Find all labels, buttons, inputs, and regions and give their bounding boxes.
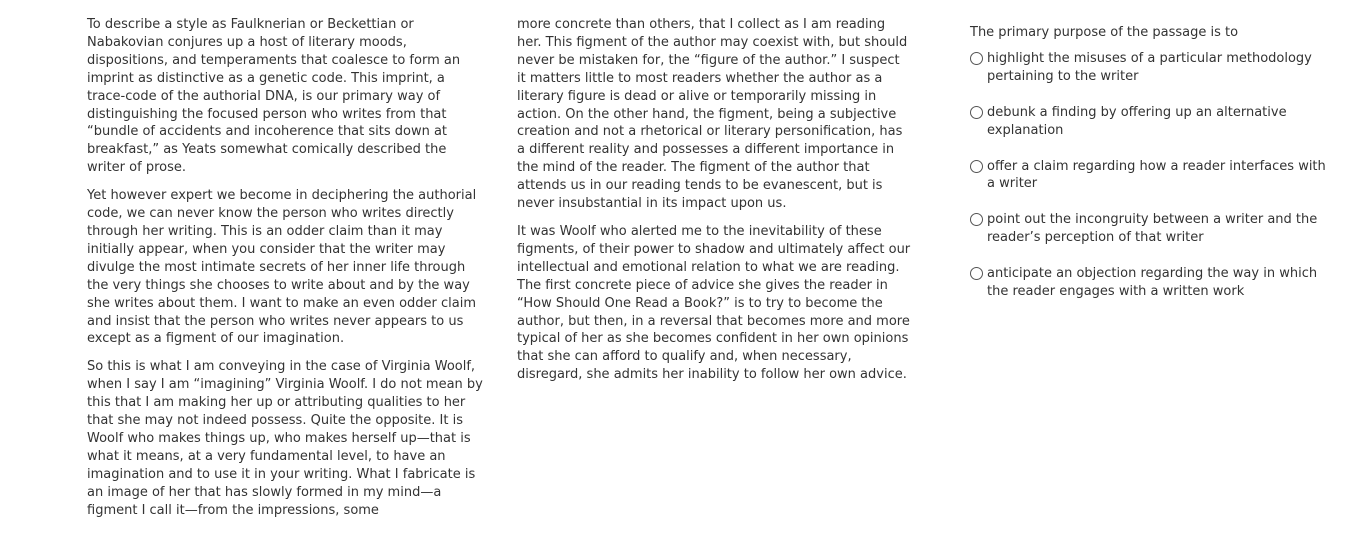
passage-paragraph: So this is what I am conveying in the case of Virginia Woolf, when I say I am “imagining” Virginia Woolf. I do not mean by this that I am making her up or attributing qualities to her that she may not indeed possess. Quite the opposite. It is Woolf who makes things up, who makes herself up—that is what it means, at a very fundamental level, to have an imagination and to use it in your writing. What I fabricate is an image of her that has slowly formed in my mind—a figment I call it—from the impressions, some [87, 359, 483, 518]
answer-choice-label: offer a claim regarding how a reader interfaces with a writer [987, 158, 1326, 192]
passage-paragraph: Yet however expert we become in deciphering the authorial code, we can never know the person who writes directly through her writing. This is an odder claim than it may initially appear, when you consider that the writer may divulge the most intimate secrets of her inner life through the very things she chooses to write about and by the way she writes about them. I want to make an even odder claim and insist that the person who writes never appears to us except as a figment of our imagination. [87, 188, 477, 347]
answer-choice-d[interactable] [970, 211, 1330, 247]
passage-paragraph: To describe a style as Faulknerian or Beckettian or Nabakovian conjures up a host of literary moods, dispositions, and temperaments that coalesce to form an imprint as distinctive as a genetic code. This imprint, a trace-code of the authorial DNA, is our primary way of distinguishing the focused person who writes from that “bundle of accidents and incoherence that sits down at breakfast,” as Yeats somewhat comically described the writer of prose. [87, 17, 461, 176]
radio-button-icon[interactable] [970, 106, 983, 119]
passage-paragraph: It was Woolf who alerted me to the inevitability of these figments, of their power to shadow and ultimately affect our intellectual and emotional relation to what we are reading. The first concrete piece of advice she gives the reader in “How Should One Read a Book?” is to try to become the author, but then, in a reversal that becomes more and more typical of her as she becomes confident in her own opinions that she can afford to qualify and, when necessary, disregard, she admits her inability to follow her own advice. [517, 223, 911, 383]
answer-choice-a[interactable] [970, 50, 1330, 86]
passage-column-2 [517, 16, 912, 394]
answer-choice-label: anticipate an objection regarding the way in which the reader engages with a written work [987, 266, 1318, 300]
question-panel [970, 24, 1330, 319]
answer-choice-label: point out the incongruity between a writer and the reader’s perception of that writer [987, 212, 1318, 246]
question-stem: The primary purpose of the passage is to [970, 25, 1239, 40]
passage-paragraph: more concrete than others, that I collect as I am reading her. This figment of the author may coexist with, but should never be mistaken for, the “figure of the author.” I suspect it matters little to most readers whether the author as a literary figure is dead or alive or temporarily missing in action. On the other hand, the figment, being a subjective creation and not a rhetorical or literary personification, has a different reality and possesses a different importance in the mind of the reader. The figment of the author that attends us in our reading tends to be evanescent, but is never insubstantial in its impact upon us. [517, 17, 908, 212]
answer-choice-e[interactable] [970, 265, 1330, 301]
answer-choice-label: debunk a finding by offering up an alternative explanation [987, 104, 1287, 138]
passage-column-1 [87, 16, 487, 529]
radio-button-icon[interactable] [970, 160, 983, 173]
radio-button-icon[interactable] [970, 267, 983, 280]
answer-choice-c[interactable] [970, 158, 1330, 194]
radio-button-icon[interactable] [970, 213, 983, 226]
answer-choice-b[interactable] [970, 104, 1330, 140]
answer-choice-label: highlight the misuses of a particular methodology pertaining to the writer [987, 50, 1312, 84]
radio-button-icon[interactable] [970, 52, 983, 65]
